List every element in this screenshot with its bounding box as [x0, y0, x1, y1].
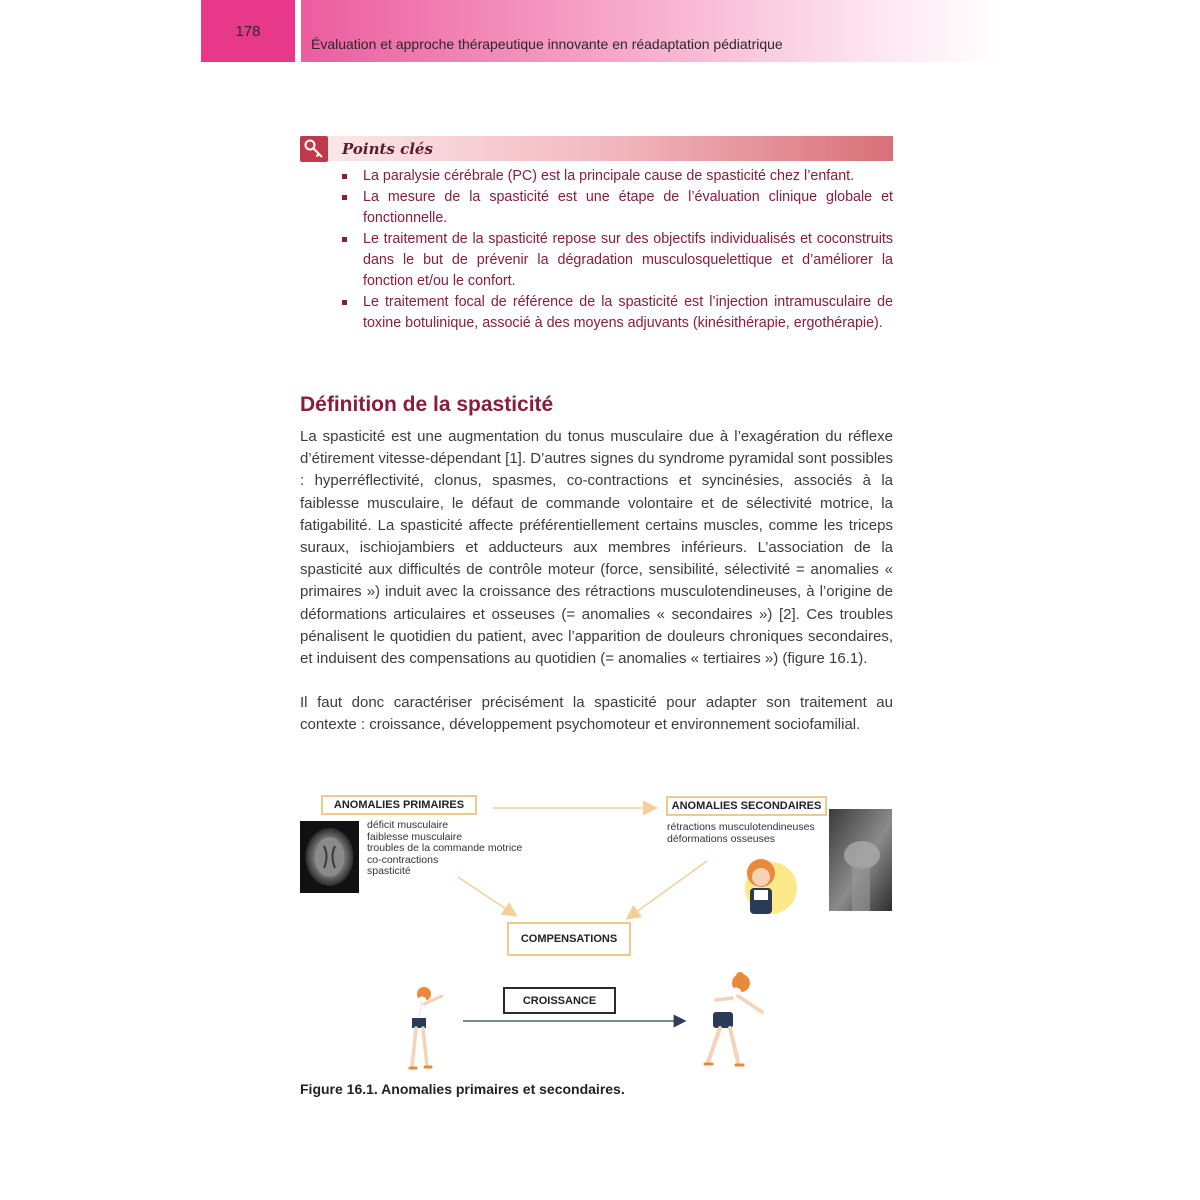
compensations-box: [507, 922, 631, 956]
arrow-secondary-to-compensations: [628, 861, 707, 918]
list-item: faiblesse musculaire: [367, 830, 463, 843]
primary-anomalies-box: [321, 795, 477, 815]
key-point-item: Le traitement focal de référence de la spasticité est l’injection intramusculaire de toxine botulinique, associé à des moyens adjuvants (kinésithérapie, ergothérapie).: [340, 292, 893, 334]
page-number-text: 178: [235, 22, 261, 40]
secondary-anomalies-label: ANOMALIES SECONDAIRES: [671, 800, 822, 812]
brain-scan-image: [300, 821, 359, 893]
primary-anomalies-list: [367, 820, 522, 878]
secondary-anomalies-list: [667, 822, 815, 845]
body-paragraph: La spasticité est une augmentation du tonus musculaire due à l’exagération du réflexe d’étirement vitesse-dépendant [1]. D’autres signes du syndrome pyramidal sont possibles : hyperréflectivité, clonus, spasmes, co-contractions et syncinésies, associés à la faiblesse musculaire, le défaut de commande volontaire et de sélectivité motrice, la fatigabilité. La spasticité affecte préférentiellement certains muscles, comme les triceps suraux, ischiojambiers et adducteurs aux membres inférieurs. L’association de la spasticité aux difficultés de contrôle moteur (force, sensibilité, sélectivité = anomalies « primaires ») induit avec la croissance des rétractions musculotendineuses, à l’origine de déformations articulaires et osseuses (= anomalies « secondaires ») [2]. Ces troubles pénalisent le quotidien du patient, avec l’apparition de douleurs chroniques secondaires, et induisent des compensations au quotidien (= anomalies « tertiaires ») (figure 16.1).: [300, 428, 893, 668]
running-title: Évaluation et approche thérapeutique innovante en réadaptation pédiatrique: [311, 36, 783, 52]
section-title: Définition de la spasticité: [300, 393, 554, 416]
key-point-item: Le traitement de la spasticité repose sur des objectifs individualisés et coconstruits dans le but de prévenir la dégradation musculosquelettique et d’améliorer la fonction et/ou le confort.: [340, 229, 893, 292]
key-points-title: Points clés: [342, 140, 433, 158]
figure-caption: Figure 16.1. Anomalies primaires et secondaires.: [300, 1081, 625, 1097]
knee-xray-image: [829, 809, 892, 911]
list-item: co-contractions: [367, 853, 439, 866]
list-item: rétractions musculotendineuses: [667, 821, 815, 833]
list-item: troubles de la commande motrice: [367, 842, 523, 854]
primary-anomalies-label: ANOMALIES PRIMAIRES: [333, 799, 465, 811]
list-item: déformations osseuses: [667, 832, 775, 845]
small-child-illustration: [410, 987, 442, 1068]
compensations-label: COMPENSATIONS: [520, 933, 618, 945]
arrow-primary-to-compensations: [458, 877, 515, 915]
body-paragraph: Il faut donc caractériser précisément la spasticité pour adapter son traitement au contexte : croissance, développement psychomoteur et environnement sociofamilial.: [300, 694, 893, 734]
key-point-item: La paralysie cérébrale (PC) est la principale cause de spasticité chez l’enfant.: [340, 166, 893, 187]
growth-label: CROISSANCE: [522, 994, 597, 1007]
list-item: spasticité: [367, 865, 411, 877]
growth-box: [503, 987, 616, 1014]
list-item: déficit musculaire: [367, 819, 449, 831]
secondary-anomalies-box: [666, 796, 827, 816]
key-point-item: La mesure de la spasticité est une étape de l’évaluation clinique globale et fonctionnelle.: [340, 187, 893, 229]
child-portrait-illustration: [745, 859, 797, 914]
older-child-illustration: [705, 972, 762, 1065]
